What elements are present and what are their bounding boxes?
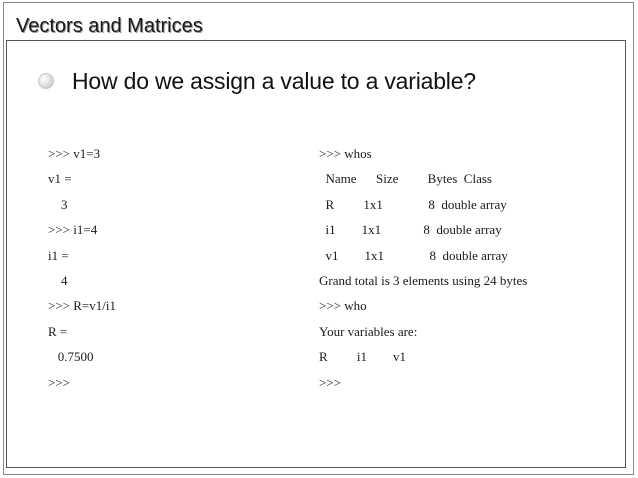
code-line: v1 =	[48, 171, 72, 187]
left-code-column	[48, 141, 116, 395]
code-line: 4	[48, 272, 68, 288]
code-line: 0.7500	[48, 349, 94, 365]
code-line: Grand total is 3 elements using 24 bytes	[319, 272, 528, 288]
code-line: R 1x1 8 double array	[319, 196, 507, 212]
bullet-dot-icon	[38, 73, 54, 89]
code-line: 3	[48, 196, 68, 212]
code-line: >>> i1=4	[48, 222, 98, 238]
right-code-column	[319, 141, 527, 395]
code-line: R =	[48, 323, 68, 339]
code-line: >>> who	[319, 298, 367, 314]
bullet-item	[38, 66, 476, 96]
code-line: Name Size Bytes Class	[319, 171, 492, 187]
bullet-text: How do we assign a value to a variable?	[72, 67, 476, 94]
slide-title: Vectors and Matrices	[16, 15, 203, 37]
code-line: >>>	[48, 374, 70, 390]
code-line: v1 1x1 8 double array	[319, 247, 508, 263]
code-line: >>>	[319, 374, 341, 390]
title-bar	[4, 6, 633, 42]
code-line: Your variables are:	[319, 323, 418, 339]
code-line: i1 1x1 8 double array	[319, 222, 502, 238]
code-line: >>> R=v1/i1	[48, 298, 116, 314]
code-line: >>> v1=3	[48, 146, 101, 161]
code-line: i1 =	[48, 247, 69, 263]
code-line: >>> whos	[319, 146, 372, 161]
code-line: R i1 v1	[319, 349, 407, 365]
